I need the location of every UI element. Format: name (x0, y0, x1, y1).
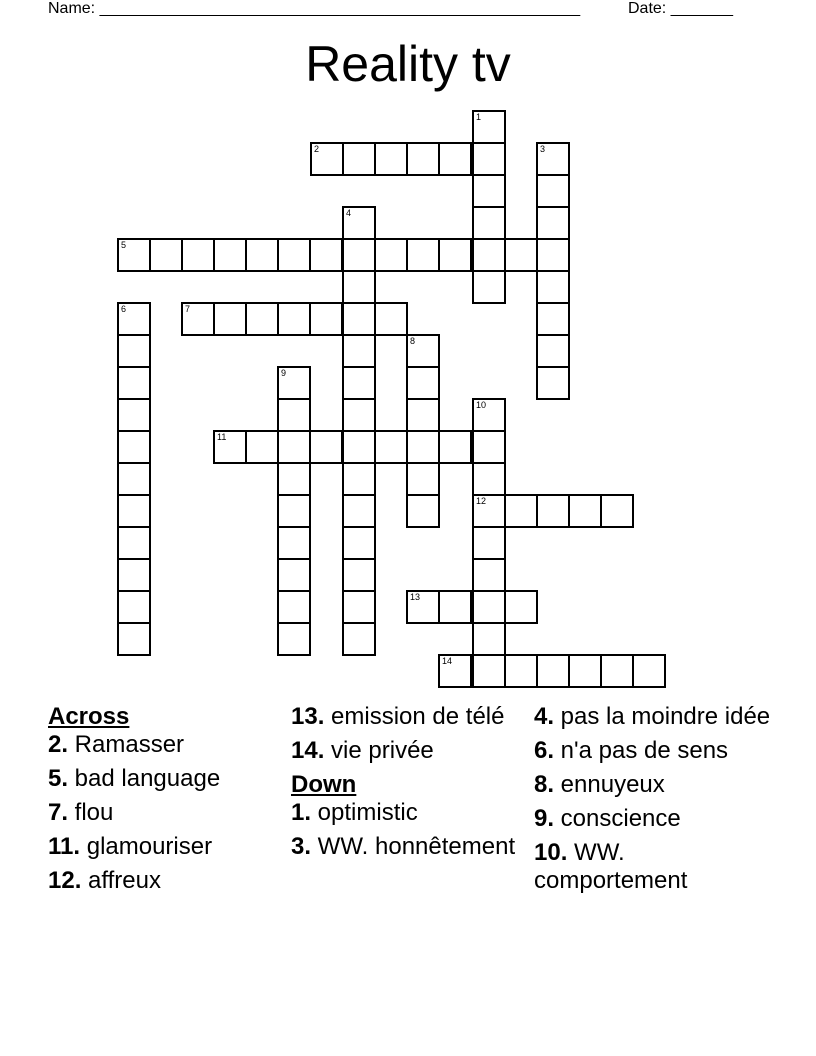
crossword-cell[interactable] (277, 302, 311, 336)
crossword-cell[interactable] (472, 654, 506, 688)
clue-number: 6 (121, 304, 127, 314)
crossword-cell[interactable] (181, 238, 215, 272)
crossword-cell[interactable] (406, 462, 440, 496)
clue-text: emission de télé (324, 703, 505, 730)
crossword-cell[interactable] (472, 526, 506, 560)
crossword-cell[interactable] (600, 494, 634, 528)
down-clue-list (291, 799, 521, 861)
crossword-cell[interactable] (117, 526, 151, 560)
crossword-cell[interactable] (213, 430, 247, 464)
crossword-cell[interactable] (277, 462, 311, 496)
clue-number-label: 10. (534, 839, 568, 866)
crossword-cell[interactable] (406, 142, 440, 176)
clue-number: 7 (185, 304, 191, 314)
clue (534, 839, 774, 895)
crossword-cell[interactable] (277, 494, 311, 528)
across-clue-list-continued (291, 703, 521, 765)
clue-number-label: 5. (48, 765, 69, 792)
crossword-cell[interactable] (568, 494, 602, 528)
crossword-cell[interactable] (117, 462, 151, 496)
crossword-cell[interactable] (472, 430, 506, 464)
crossword-cell[interactable] (472, 174, 506, 208)
crossword-cell[interactable] (117, 302, 151, 336)
crossword-cell[interactable] (472, 110, 506, 144)
crossword-cell[interactable] (149, 238, 183, 272)
date-field-label[interactable]: Date: _______ (628, 0, 733, 17)
clue-number: 5 (121, 240, 127, 250)
crossword-cell[interactable] (213, 238, 247, 272)
crossword-cell[interactable] (438, 590, 472, 624)
crossword-cell[interactable] (438, 142, 472, 176)
crossword-cell[interactable] (342, 302, 376, 336)
crossword-cell[interactable] (117, 558, 151, 592)
crossword-cell[interactable] (472, 494, 506, 528)
clue-number: 14 (442, 656, 453, 666)
crossword-cell[interactable] (277, 526, 311, 560)
crossword-cell[interactable] (342, 430, 376, 464)
clue-number: 10 (476, 400, 487, 410)
crossword-cell[interactable] (504, 654, 538, 688)
crossword-cell[interactable] (536, 494, 570, 528)
clue-text: WW. comportement (534, 839, 688, 894)
clue-number-label: 2. (48, 731, 69, 758)
crossword-cell[interactable] (472, 142, 506, 176)
name-field-label[interactable]: Name: ______________________________________________________ (48, 0, 581, 17)
down-clue-list-continued (534, 703, 774, 895)
clue-number-label: 6. (534, 737, 555, 764)
crossword-cell[interactable] (117, 334, 151, 368)
clue-text: bad language (68, 765, 221, 792)
crossword-cell[interactable] (342, 622, 376, 656)
crossword-cell[interactable] (504, 590, 538, 624)
clue-text: WW. honnêtement (311, 833, 516, 860)
clue-text: vie privée (324, 737, 434, 764)
crossword-cell[interactable] (472, 398, 506, 432)
crossword-cell[interactable] (406, 494, 440, 528)
clue (291, 833, 521, 861)
crossword-cell[interactable] (117, 366, 151, 400)
crossword-cell[interactable] (536, 174, 570, 208)
crossword-cell[interactable] (472, 270, 506, 304)
crossword-cell[interactable] (309, 302, 343, 336)
crossword-cell[interactable] (309, 238, 343, 272)
clue-number-label: 8. (534, 771, 555, 798)
clue (48, 833, 278, 861)
clue (291, 799, 521, 827)
crossword-cell[interactable] (472, 206, 506, 240)
crossword-cell[interactable] (277, 622, 311, 656)
clue (534, 805, 774, 833)
clue-text: optimistic (311, 799, 418, 826)
crossword-cell[interactable] (213, 302, 247, 336)
crossword-cell[interactable] (117, 590, 151, 624)
clue-number-label: 4. (534, 703, 555, 730)
crossword-cell[interactable] (632, 654, 666, 688)
clue-number: 11 (217, 432, 227, 442)
crossword-cell[interactable] (277, 558, 311, 592)
across-clue-list (48, 731, 278, 895)
crossword-cell[interactable] (536, 334, 570, 368)
crossword-cell[interactable] (342, 462, 376, 496)
clue (48, 731, 278, 759)
crossword-cell[interactable] (374, 302, 408, 336)
crossword-cell[interactable] (568, 654, 602, 688)
clue-number-label: 14. (291, 737, 325, 764)
crossword-cell[interactable] (342, 238, 376, 272)
crossword-cell[interactable] (117, 622, 151, 656)
crossword-cell[interactable] (342, 590, 376, 624)
crossword-cell[interactable] (374, 142, 408, 176)
crossword-cell[interactable] (117, 494, 151, 528)
crossword-cell[interactable] (536, 302, 570, 336)
crossword-cell[interactable] (536, 238, 570, 272)
crossword-cell[interactable] (438, 430, 472, 464)
clue (48, 867, 278, 895)
crossword-cell[interactable] (245, 238, 279, 272)
crossword-cell[interactable] (472, 622, 506, 656)
crossword-cell[interactable] (472, 590, 506, 624)
clues-column-3 (534, 703, 774, 901)
clue-number: 12 (476, 496, 487, 506)
clues-column-2 (291, 703, 521, 867)
clue-text: ennuyeux (554, 771, 665, 798)
crossword-cell[interactable] (406, 238, 440, 272)
clue-text: conscience (554, 805, 681, 832)
crossword-cell[interactable] (245, 430, 279, 464)
clue (534, 703, 774, 731)
clue (534, 737, 774, 765)
clue (534, 771, 774, 799)
clue-text: affreux (81, 867, 161, 894)
clue-number-label: 12. (48, 867, 82, 894)
crossword-cell[interactable] (117, 398, 151, 432)
crossword-cell[interactable] (117, 430, 151, 464)
clue-number-label: 13. (291, 703, 325, 730)
crossword-cell[interactable] (472, 238, 506, 272)
crossword-cell[interactable] (342, 526, 376, 560)
crossword-cell[interactable] (277, 430, 311, 464)
crossword-cell[interactable] (472, 462, 506, 496)
clue (291, 737, 521, 765)
clue-text: glamouriser (80, 833, 213, 860)
clue-text: flou (68, 799, 114, 826)
crossword-cell[interactable] (277, 590, 311, 624)
crossword-cell[interactable] (438, 238, 472, 272)
clue-number: 13 (410, 592, 421, 602)
crossword-cell[interactable] (406, 334, 440, 368)
crossword-cell[interactable] (472, 558, 506, 592)
crossword-cell[interactable] (310, 142, 344, 176)
crossword-cell[interactable] (406, 590, 440, 624)
crossword-cell[interactable] (536, 654, 570, 688)
crossword-cell[interactable] (536, 366, 570, 400)
crossword-cell[interactable] (342, 334, 376, 368)
clue-text: n'a pas de sens (554, 737, 729, 764)
clue-text: Ramasser (68, 731, 185, 758)
clue-number: 1 (476, 112, 482, 122)
clue-number: 8 (410, 336, 416, 346)
clue-number-label: 11. (48, 833, 81, 860)
crossword-cell[interactable] (406, 430, 440, 464)
crossword-cell[interactable] (277, 398, 311, 432)
clue-text: pas la moindre idée (554, 703, 771, 730)
crossword-cell[interactable] (342, 206, 376, 240)
clues-column-1 (48, 703, 278, 901)
clue-number: 4 (346, 208, 352, 218)
clue (48, 799, 278, 827)
crossword-cell[interactable] (536, 142, 570, 176)
page-title: Reality tv (305, 36, 511, 92)
clue-number-label: 9. (534, 805, 555, 832)
crossword-cell[interactable] (342, 366, 376, 400)
crossword-cell[interactable] (342, 398, 376, 432)
crossword-cell[interactable] (245, 302, 279, 336)
crossword-cell[interactable] (504, 494, 538, 528)
crossword-cell[interactable] (438, 654, 472, 688)
clue-number-label: 1. (291, 799, 312, 826)
crossword-cell[interactable] (181, 302, 215, 336)
crossword-cell[interactable] (342, 270, 376, 304)
crossword-cell[interactable] (374, 430, 408, 464)
crossword-cell[interactable] (342, 142, 376, 176)
crossword-cell[interactable] (536, 270, 570, 304)
crossword-cell[interactable] (600, 654, 634, 688)
clue-number: 2 (314, 144, 320, 154)
across-heading: Across (48, 703, 130, 730)
down-heading: Down (291, 771, 357, 798)
crossword-cell[interactable] (406, 366, 440, 400)
crossword-cell[interactable] (342, 494, 376, 528)
crossword-cell[interactable] (277, 366, 311, 400)
clue-number: 9 (281, 368, 287, 378)
crossword-cell[interactable] (117, 238, 151, 272)
crossword-cell[interactable] (309, 430, 343, 464)
crossword-cell[interactable] (536, 206, 570, 240)
clue (291, 703, 521, 731)
clue-number-label: 7. (48, 799, 69, 826)
clue-number-label: 3. (291, 833, 312, 860)
clue (48, 765, 278, 793)
crossword-cell[interactable] (406, 398, 440, 432)
crossword-cell[interactable] (277, 238, 311, 272)
clue-number: 3 (540, 144, 546, 154)
crossword-cell[interactable] (504, 238, 538, 272)
crossword-cell[interactable] (342, 558, 376, 592)
crossword-cell[interactable] (374, 238, 408, 272)
